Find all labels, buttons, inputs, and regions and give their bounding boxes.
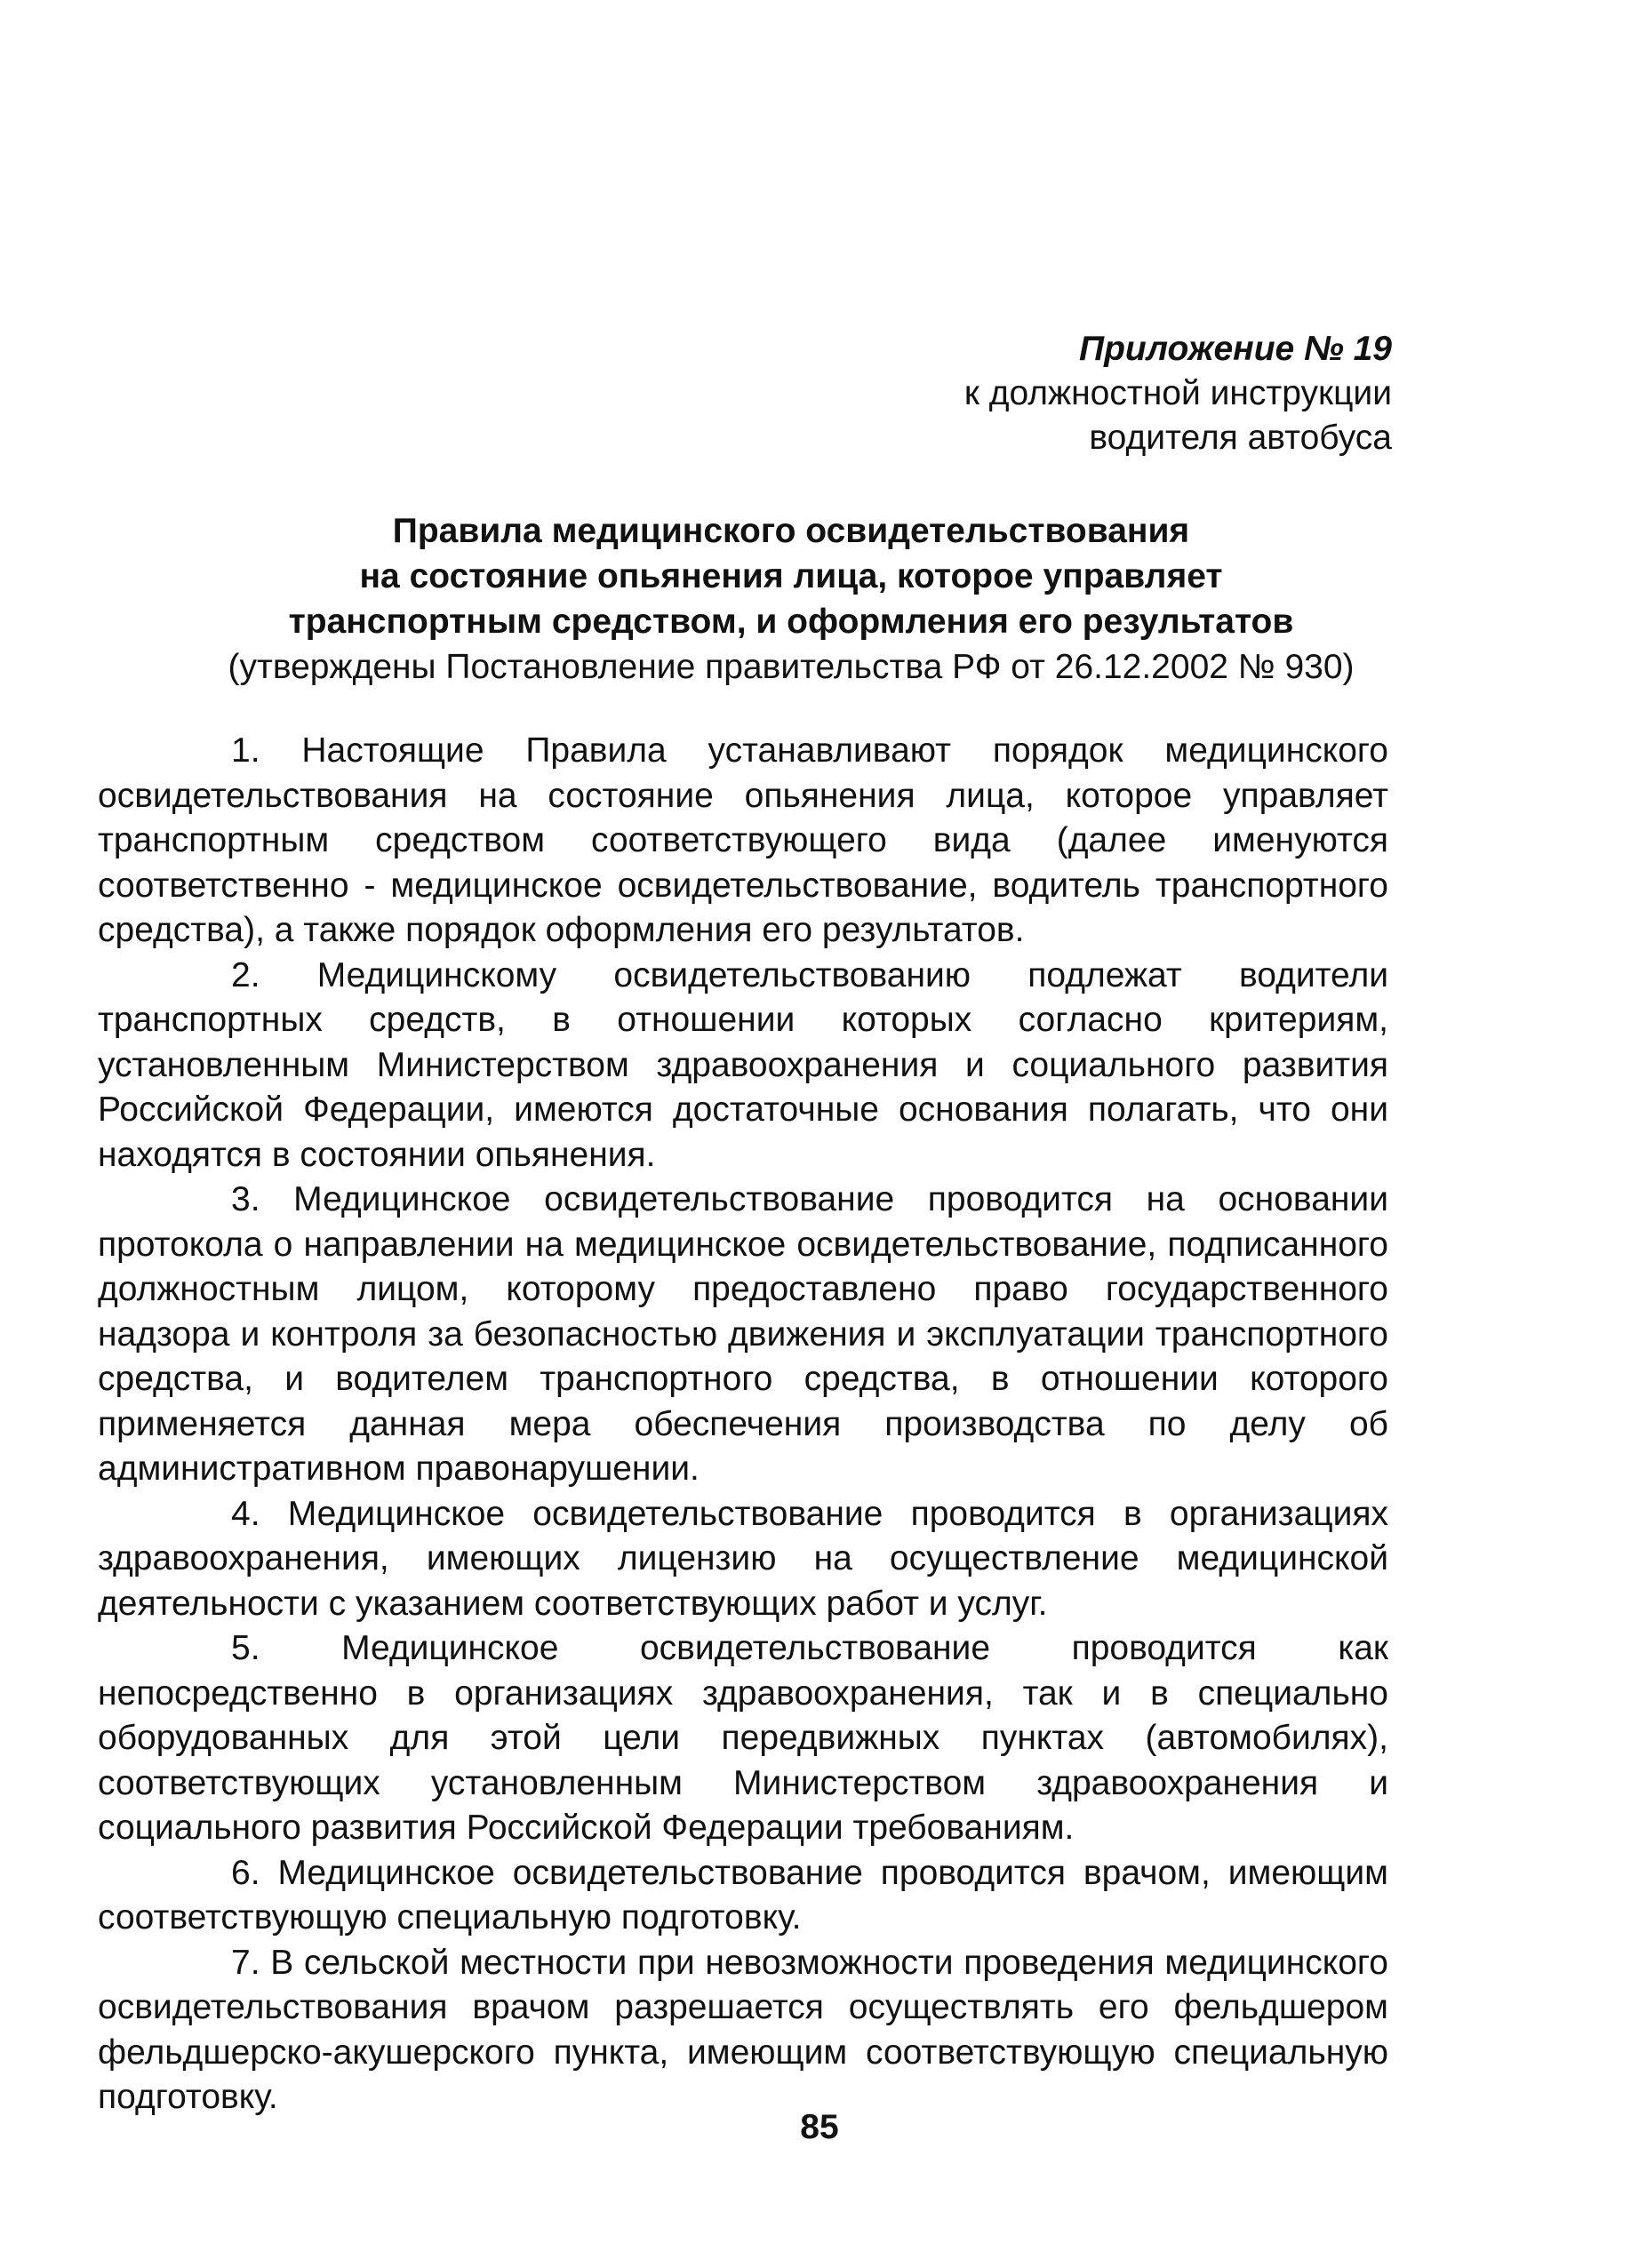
appendix-number: Приложение № 19 — [1079, 330, 1392, 368]
paragraph-5: 5. Медицинское освидетельствование проводится как непосредственно в организациях здравоохранения, так и в специально оборудованных для этой цели передвижных пунктах (автомобилях), соответствующих установленным Министерством здравоохранения и социального развития Российской Федерации требованиям. — [98, 1629, 1388, 1847]
appendix-position: водителя автобуса — [1089, 419, 1392, 457]
paragraph-1: 1. Настоящие Правила устанавливают порядок медицинского освидетельствования на состояние опьянения лица, которое управляет транспортным средством соответствующего вида (далее именуются соответственно - медицинское освидетельствование, водитель транспортного средства), а также порядок оформления его результатов. — [98, 731, 1388, 949]
page-number: 85 — [800, 2108, 839, 2146]
title-line-1: Правила медицинского освидетельствования — [392, 512, 1190, 550]
paragraph-2: 2. Медицинскому освидетельствованию подлежат водители транспортных средств, в отношении которых согласно критериям, установленным Министерством здравоохранения и социального развития Российской Федерации, имеются достаточные основания полагать, что они находятся в состоянии опьянения. — [98, 955, 1388, 1174]
title-line-3: транспортным средством, и оформления его результатов — [288, 603, 1294, 641]
title-approval-note: (утверждены Постановление правительства РФ от 26.12.2002 № 930) — [228, 648, 1355, 686]
paragraph-4: 4. Медицинское освидетельствование проводится в организациях здравоохранения, имеющих лицензию на осуществление медицинской деятельности с указанием соответствующих работ и услуг. — [98, 1494, 1388, 1623]
title-line-2: на состояние опьянения лица, которое управляет — [359, 557, 1223, 595]
paragraph-6: 6. Медицинское освидетельствование проводится врачом, имеющим соответствующую специальную подготовку. — [98, 1853, 1388, 1937]
document-title — [98, 508, 1484, 690]
document-body — [98, 729, 1388, 2120]
paragraph-3: 3. Медицинское освидетельствование проводится на основании протокола о направлении на медицинское освидетельствование, подписанного должностным лицом, которому предоставлено право государственного надзора и контроля за безопасностью движения и эксплуатации транспортного средства, и водителем транспортного средства, в отношении которого применяется данная мера обеспечения производства по делу об административном правонарушении. — [98, 1180, 1388, 1488]
paragraph-7: 7. В сельской местности при невозможности проведения медицинского освидетельствования врачом разрешается осуществлять его фельдшером фельдшерско-акушерского пункта, имеющим соответствующую специальную подготовку. — [98, 1943, 1388, 2116]
appendix-header — [964, 327, 1392, 460]
appendix-reference: к должностной инструкции — [963, 374, 1392, 412]
